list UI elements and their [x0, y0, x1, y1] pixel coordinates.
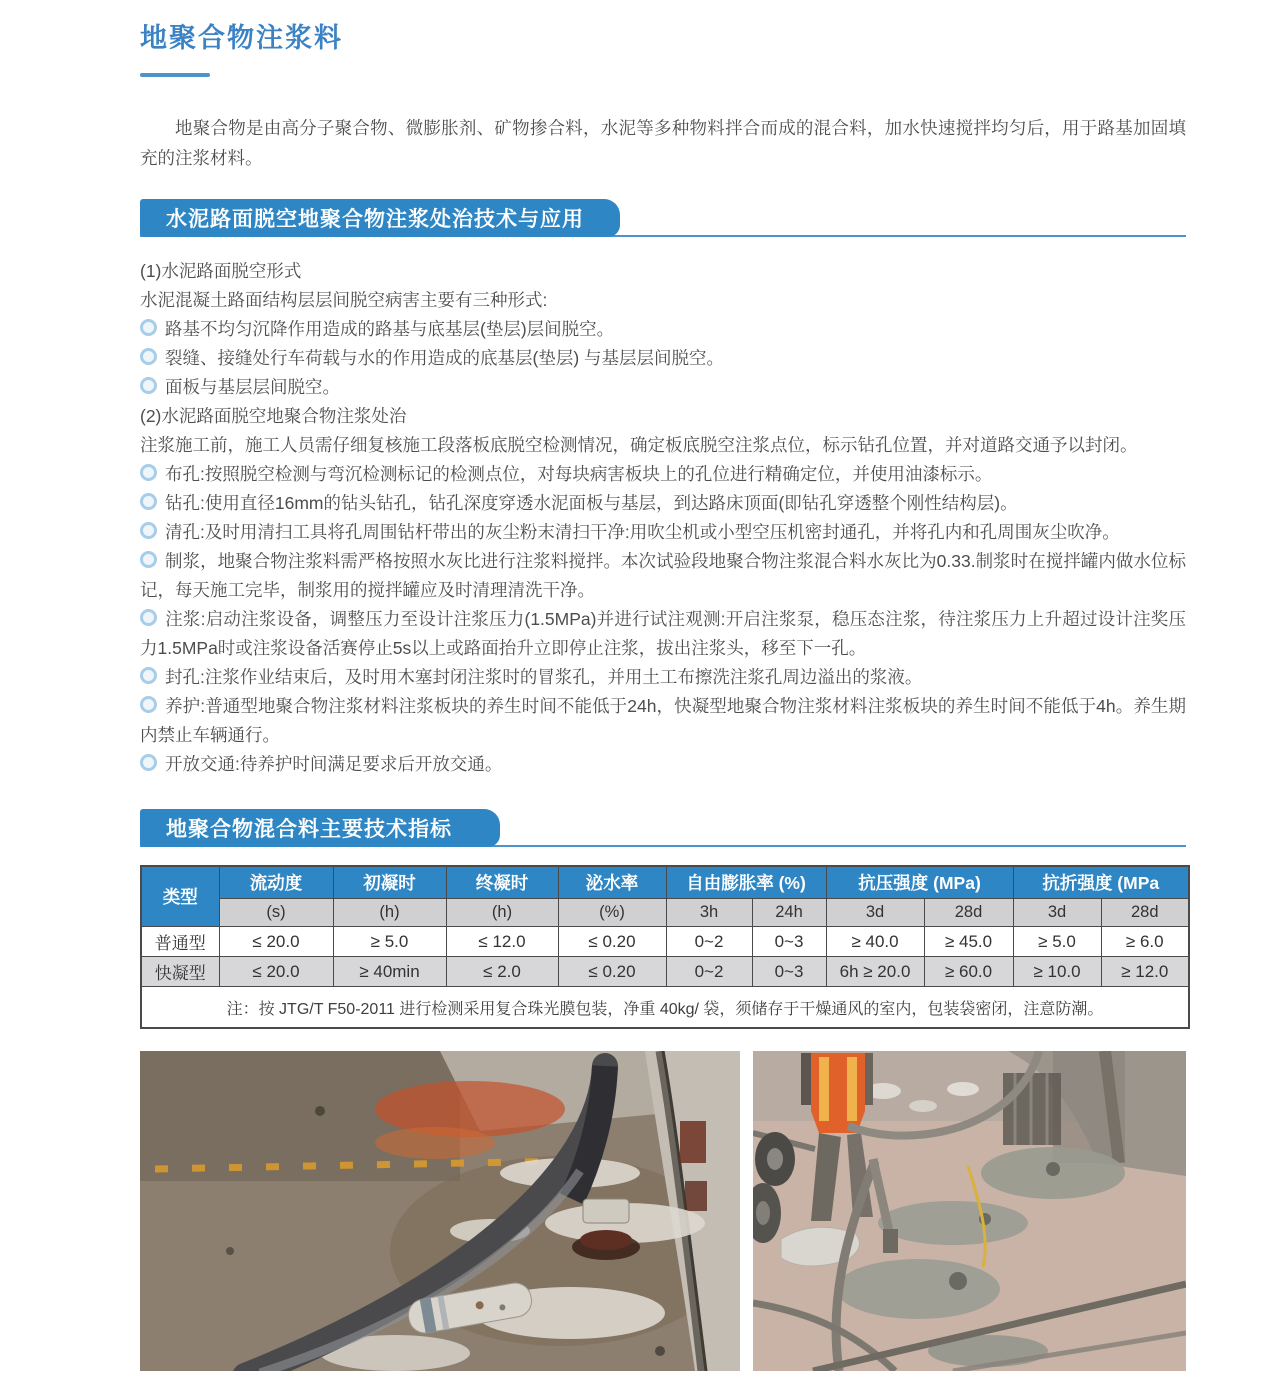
table-units-row	[141, 899, 1189, 927]
data-cell: ≤ 12.0	[446, 927, 558, 957]
paragraph-text: (2)水泥路面脱空地聚合物注浆处治	[140, 406, 407, 426]
paragraph-text: 清孔:及时用清扫工具将孔周围钻杆带出的灰尘粉末清扫干净:用吹尘机或小型空压机密封通孔，并将孔内和孔周围灰尘吹净。	[165, 522, 1120, 542]
header-cell: 终凝时	[446, 866, 558, 899]
orange-paint-mark	[375, 1081, 565, 1137]
data-cell: ≥ 10.0	[1013, 957, 1101, 987]
note-cell: 注：按 JTG/T F50-2011 进行检测采用复合珠光膜包装，净重 40kg/ 袋，须储存于干燥通风的室内，包装袋密闭，注意防潮。	[141, 987, 1189, 1029]
double-circle-icon	[140, 667, 157, 684]
bullet-item	[140, 315, 1186, 344]
data-cell: ≥ 6.0	[1101, 927, 1189, 957]
bullet-item	[140, 663, 1186, 692]
unit-cell: (s)	[219, 899, 333, 927]
bullet-item	[140, 344, 1186, 373]
photo-grouting-hose-illustration	[140, 1051, 740, 1371]
paragraph	[140, 257, 1186, 286]
section-title-2: 地聚合物混合料主要技术指标	[166, 818, 452, 841]
document-page	[0, 16, 1280, 1371]
table-row	[141, 957, 1189, 987]
paragraph-text: 面板与基层层间脱空。	[165, 377, 340, 397]
data-cell: ≥ 45.0	[924, 927, 1013, 957]
paragraph-text: 封孔:注浆作业结束后，及时用木塞封闭注浆时的冒浆孔，并用土工布擦洗注浆孔周边溢出的浆液。	[165, 667, 923, 687]
paragraph-text: 开放交通:待养护时间满足要求后开放交通。	[165, 754, 503, 774]
data-cell: ≤ 20.0	[219, 927, 333, 957]
photo-grouting-hose	[140, 1051, 740, 1371]
double-circle-icon	[140, 522, 157, 539]
unit-cell: 3d	[1013, 899, 1101, 927]
double-circle-icon	[140, 609, 157, 626]
bullet-item	[140, 460, 1186, 489]
data-cell: ≤ 2.0	[446, 957, 558, 987]
spec-table	[140, 865, 1190, 1029]
double-circle-icon	[140, 754, 157, 771]
paragraph	[140, 431, 1186, 460]
table-note-row	[141, 987, 1189, 1029]
double-circle-icon	[140, 493, 157, 510]
paragraph-text: 裂缝、接缝处行车荷载与水的作用造成的底基层(垫层) 与基层层间脱空。	[165, 348, 725, 368]
section-header-1	[140, 199, 1186, 237]
data-cell: ≥ 40.0	[826, 927, 924, 957]
photo-row	[140, 1051, 1186, 1371]
unit-cell: 3h	[666, 899, 752, 927]
bullet-item	[140, 373, 1186, 402]
header-cell: 类型	[141, 866, 219, 927]
data-cell: 0~2	[666, 957, 752, 987]
title-underline	[140, 73, 210, 77]
data-cell: ≥ 5.0	[333, 927, 446, 957]
section-1-body	[140, 257, 1186, 779]
unit-cell: (h)	[333, 899, 446, 927]
data-cell: ≥ 12.0	[1101, 957, 1189, 987]
data-cell: 6h ≥ 20.0	[826, 957, 924, 987]
data-cell: ≥ 5.0	[1013, 927, 1101, 957]
hose-fitting	[583, 1199, 629, 1223]
paragraph-text: 注浆施工前，施工人员需仔细复核施工段落板底脱空检测情况，确定板底脱空注浆点位，标示钻孔位置，并对道路交通予以封闭。	[140, 435, 1138, 455]
data-cell: ≥ 60.0	[924, 957, 1013, 987]
bullet-item	[140, 518, 1186, 547]
data-cell: ≤ 0.20	[558, 957, 666, 987]
table-header-row	[141, 866, 1189, 899]
unit-cell: 28d	[924, 899, 1013, 927]
paragraph-text: 布孔:按照脱空检测与弯沉检测标记的检测点位，对每块病害板块上的孔位进行精确定位，并使用油漆标示。	[165, 464, 993, 484]
section-banner-2	[140, 809, 500, 847]
paragraph-text: 注浆:启动注浆设备，调整压力至设计注浆压力(1.5MPa)并进行试注观测:开启注浆泵，稳压态注浆，待注浆压力上升超过设计注奖压力1.5MPa时或注浆设备活赛停止5s以上或路面抬升立即停止注浆，拔出注浆头，移至下一孔。	[140, 609, 1186, 658]
header-cell: 初凝时	[333, 866, 446, 899]
bullet-item	[140, 692, 1186, 750]
intro-paragraph: 地聚合物是由高分子聚合物、微膨胀剂、矿物掺合料，水泥等多种物料拌合而成的混合料，加水快速搅拌均匀后，用于路基加固填充的注浆材料。	[140, 118, 1186, 168]
data-cell: 0~2	[666, 927, 752, 957]
unit-cell: (h)	[446, 899, 558, 927]
grout-puddle	[878, 1201, 1028, 1245]
data-cell: 0~3	[752, 957, 826, 987]
data-cell: ≤ 0.20	[558, 927, 666, 957]
double-circle-icon	[140, 696, 157, 713]
row-label: 普通型	[141, 927, 219, 957]
page-title: 地聚合物注浆料	[140, 23, 343, 53]
grout-puddle	[836, 1259, 1000, 1319]
data-cell: ≥ 40min	[333, 957, 446, 987]
header-cell: 流动度	[219, 866, 333, 899]
photo-worksite	[753, 1051, 1186, 1371]
section-title-1: 水泥路面脱空地聚合物注浆处治技术与应用	[166, 208, 584, 231]
table-row	[141, 927, 1189, 957]
section-banner-1	[140, 199, 620, 237]
section-header-2	[140, 809, 1186, 847]
paragraph-text: 钻孔:使用直径16mm的钻头钻孔，钻孔深度穿透水泥面板与基层，到达路床顶面(即钻孔穿透整个刚性结构层)。	[165, 493, 1018, 513]
paragraph-text: 养护:普通型地聚合物注浆材料注浆板块的养生时间不能低于24h，快凝型地聚合物注浆材料注浆板块的养生时间不能低于4h。养生期内禁止车辆通行。	[140, 696, 1186, 745]
data-cell: ≤ 20.0	[219, 957, 333, 987]
paragraph-text: 制浆，地聚合物注浆料需严格按照水灰比进行注浆料搅拌。本次试验段地聚合物注浆混合料水灰比为0.33.制浆时在搅拌罐内做水位标记，每天施工完毕，制浆用的搅拌罐应及时清理清洗干净。	[140, 551, 1186, 600]
bullet-item	[140, 605, 1186, 663]
double-circle-icon	[140, 348, 157, 365]
bullet-item	[140, 750, 1186, 779]
paragraph-text: 路基不均匀沉降作用造成的路基与底基层(垫层)层间脱空。	[165, 319, 615, 339]
double-circle-icon	[140, 377, 157, 394]
unit-cell: 24h	[752, 899, 826, 927]
paragraph-text: (1)水泥路面脱空形式	[140, 261, 302, 281]
header-cell: 自由膨胀率 (%)	[666, 866, 826, 899]
header-cell: 泌水率	[558, 866, 666, 899]
double-circle-icon	[140, 464, 157, 481]
header-cell: 抗压强度 (MPa)	[826, 866, 1013, 899]
row-label: 快凝型	[141, 957, 219, 987]
bullet-item	[140, 489, 1186, 518]
double-circle-icon	[140, 319, 157, 336]
bullet-item	[140, 547, 1186, 605]
unit-cell: (%)	[558, 899, 666, 927]
unit-cell: 3d	[826, 899, 924, 927]
header-cell: 抗折强度 (MPa	[1013, 866, 1189, 899]
paragraph	[140, 402, 1186, 431]
photo-worksite-illustration	[753, 1051, 1186, 1371]
double-circle-icon	[140, 551, 157, 568]
paragraph-text: 水泥混凝土路面结构层层间脱空病害主要有三种形式:	[140, 290, 548, 310]
data-cell: 0~3	[752, 927, 826, 957]
paragraph	[140, 286, 1186, 315]
unit-cell: 28d	[1101, 899, 1189, 927]
